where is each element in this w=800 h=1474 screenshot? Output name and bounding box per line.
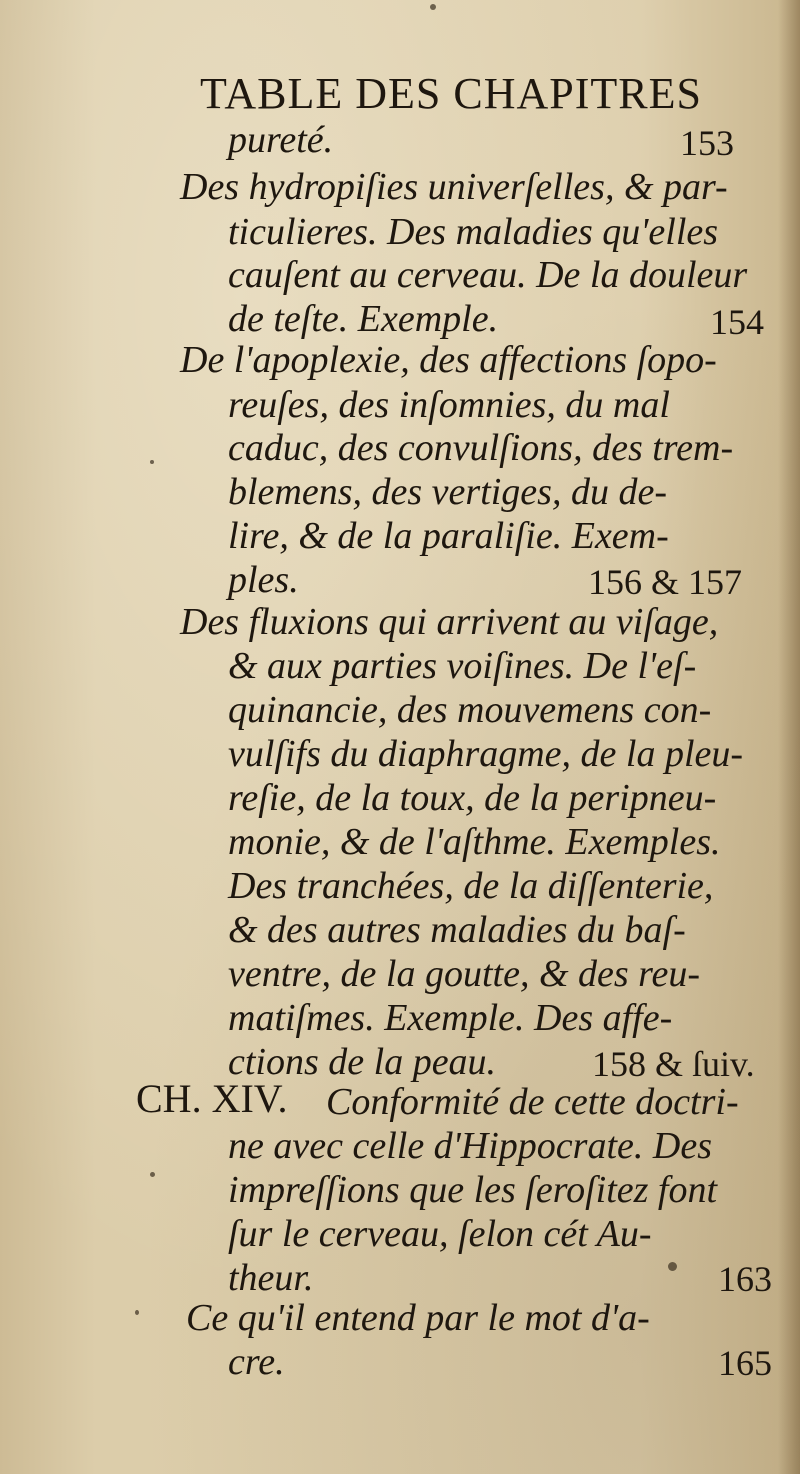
page-number: 154 <box>710 302 764 342</box>
entry-line: vulſifs du diaphragme, de la pleu- <box>228 733 744 775</box>
entry-line: ples. <box>228 559 299 601</box>
paper-speck <box>150 1172 155 1177</box>
chapter-label: CH. XIV. <box>136 1076 288 1121</box>
entry-line: Des tranchées, de la diſſenterie, <box>228 865 714 907</box>
entry-line: quinancie, des mouvemens con- <box>228 689 712 731</box>
entry-line: Conformité de cette doctri- <box>326 1081 739 1123</box>
entry-line: theur. <box>228 1257 314 1299</box>
entry-line: & des autres maladies du baſ- <box>228 909 686 951</box>
entry-line: cre. <box>228 1341 285 1383</box>
entry-line: reuſes, des inſomnies, du mal <box>228 384 670 426</box>
entry-line: matiſmes. Exemple. Des affe- <box>228 997 673 1039</box>
page-number: 165 <box>718 1343 772 1383</box>
page-number: 158 & ſuiv. <box>592 1044 755 1084</box>
entry-line: Ce qu'il entend par le mot d'a- <box>186 1297 650 1339</box>
paper-speck <box>150 460 154 464</box>
running-header: TABLE DES CHAPITRES <box>200 69 702 118</box>
entry-line: ventre, de la goutte, & des reu- <box>228 953 701 995</box>
page-gutter-shadow <box>778 0 800 1474</box>
entry-line: lire, & de la paraliſie. Exem- <box>228 515 669 557</box>
paper-speck <box>135 1310 139 1315</box>
entry-line: reſie, de la toux, de la peripneu- <box>228 777 717 819</box>
paper-speck <box>668 1262 677 1271</box>
entry-line: caduc, des convulſions, des trem- <box>228 427 734 469</box>
entry-line: ctions de la peau. <box>228 1041 497 1083</box>
entry-line: Des fluxions qui arrivent au viſage, <box>180 601 719 643</box>
entry-line: blemens, des vertiges, du de- <box>228 471 667 513</box>
entry-line: cauſent au cerveau. De la douleur <box>228 254 748 296</box>
entry-line: Des hydropiſies univerſelles, & par- <box>180 166 728 208</box>
page-number: 156 & 157 <box>588 562 743 602</box>
page-number: 153 <box>680 123 734 163</box>
entry-line: de teſte. Exemple. <box>228 298 499 340</box>
entry-line: impreſſions que les ſeroſitez font <box>228 1169 718 1211</box>
entry-line: monie, & de l'aſthme. Exemples. <box>228 821 721 863</box>
entry-line: & aux parties voiſines. De l'eſ- <box>228 645 697 687</box>
entry-line: De l'apoplexie, des affections ſopo- <box>180 339 717 381</box>
paper-speck <box>430 4 436 10</box>
page-number: 163 <box>718 1259 772 1299</box>
entry-line: ſur le cerveau, ſelon cét Au- <box>228 1213 652 1255</box>
entry-line: ticulieres. Des maladies qu'elles <box>228 211 719 253</box>
entry-line: ne avec celle d'Hippocrate. Des <box>228 1125 712 1167</box>
entry-line: pureté. <box>228 119 334 161</box>
